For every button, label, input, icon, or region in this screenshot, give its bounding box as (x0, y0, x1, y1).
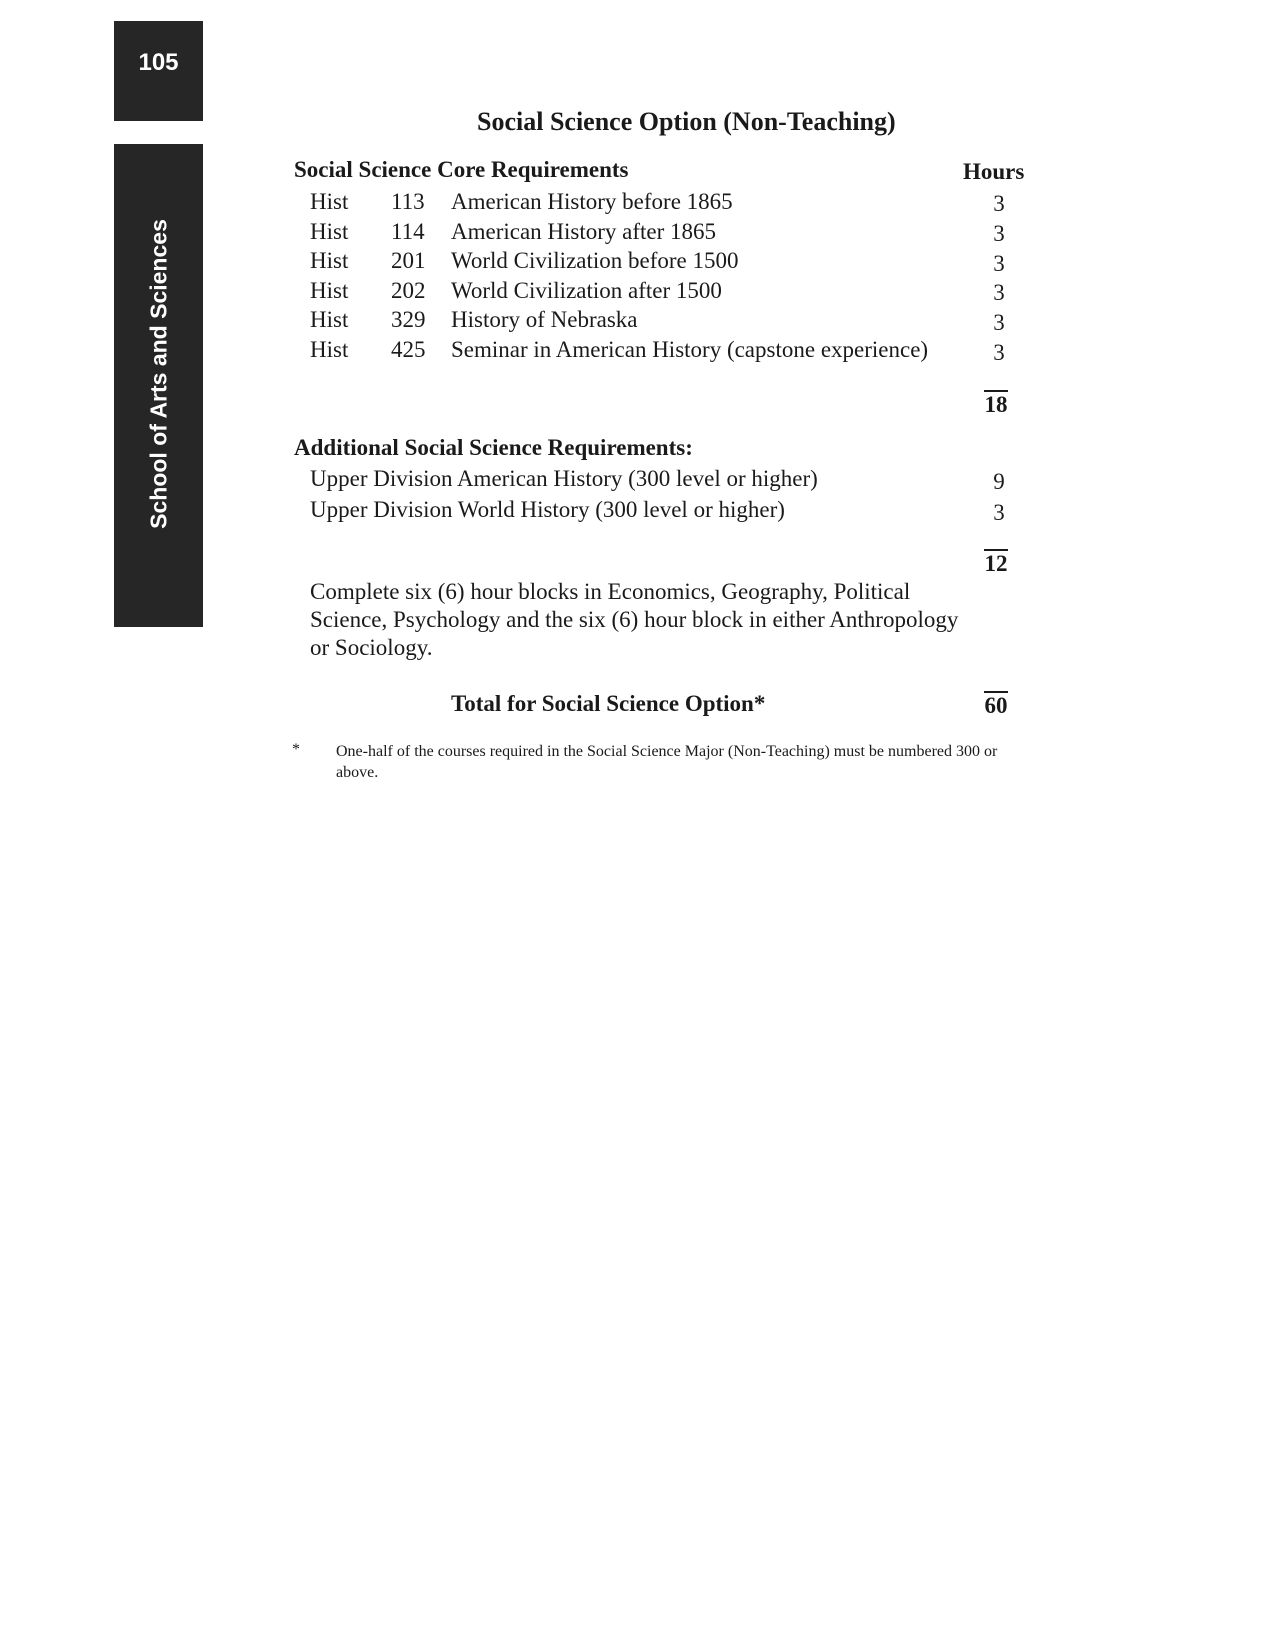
footnote-text: One-half of the courses required in the Social Science Major (Non-Teaching) must be numbered 300 or above. (336, 743, 998, 781)
total-value: 60 (976, 693, 1016, 719)
course-dept: Hist (310, 189, 349, 214)
course-name: American History before 1865 (451, 189, 733, 214)
course-number: 425 (391, 337, 426, 362)
total-label: Total for Social Science Option* (451, 691, 766, 716)
additional-subtotal: 12 (976, 551, 1016, 577)
course-name: World Civilization before 1500 (451, 248, 739, 273)
course-dept: Hist (310, 307, 349, 332)
course-dept: Hist (310, 248, 349, 273)
footnote-mark: * (292, 741, 300, 758)
course-dept: Hist (310, 219, 349, 244)
course-number: 201 (391, 248, 426, 273)
section-tab (114, 144, 203, 627)
additional-heading: Additional Social Science Requirements: (294, 435, 693, 460)
course-hours: 3 (993, 280, 1005, 305)
page-number-tab (114, 21, 203, 121)
additional-item-name: Upper Division American History (300 level or higher) (310, 466, 818, 491)
core-heading: Social Science Core Requirements (294, 157, 629, 182)
section-tab-label: School of Arts and Sciences (145, 219, 171, 529)
course-name: American History after 1865 (451, 219, 717, 244)
course-number: 113 (391, 189, 425, 214)
hours-column-header: Hours (963, 159, 1025, 184)
core-subtotal: 18 (976, 392, 1016, 418)
course-number: 114 (391, 219, 425, 244)
course-hours: 3 (993, 191, 1005, 216)
page-title: Social Science Option (Non-Teaching) (477, 107, 896, 136)
course-hours: 3 (993, 310, 1005, 335)
course-dept: Hist (310, 278, 349, 303)
course-hours: 3 (993, 340, 1005, 365)
course-dept: Hist (310, 337, 349, 362)
course-name: Seminar in American History (capstone experience) (451, 337, 929, 362)
course-name: History of Nebraska (451, 307, 638, 332)
additional-item-name: Upper Division World History (300 level or higher) (310, 497, 785, 522)
page-number: 105 (138, 49, 179, 76)
course-number: 329 (391, 307, 426, 332)
course-hours: 3 (993, 221, 1005, 246)
additional-item-hours: 9 (993, 469, 1005, 494)
course-number: 202 (391, 278, 426, 303)
course-hours: 3 (993, 251, 1005, 276)
additional-item-hours: 3 (993, 500, 1005, 525)
blocks-paragraph: Complete six (6) hour blocks in Economics, Geography, Political Science, Psychology and the six (6) hour block in either Anthropology or Sociology. (310, 579, 959, 660)
course-name: World Civilization after 1500 (451, 278, 722, 303)
